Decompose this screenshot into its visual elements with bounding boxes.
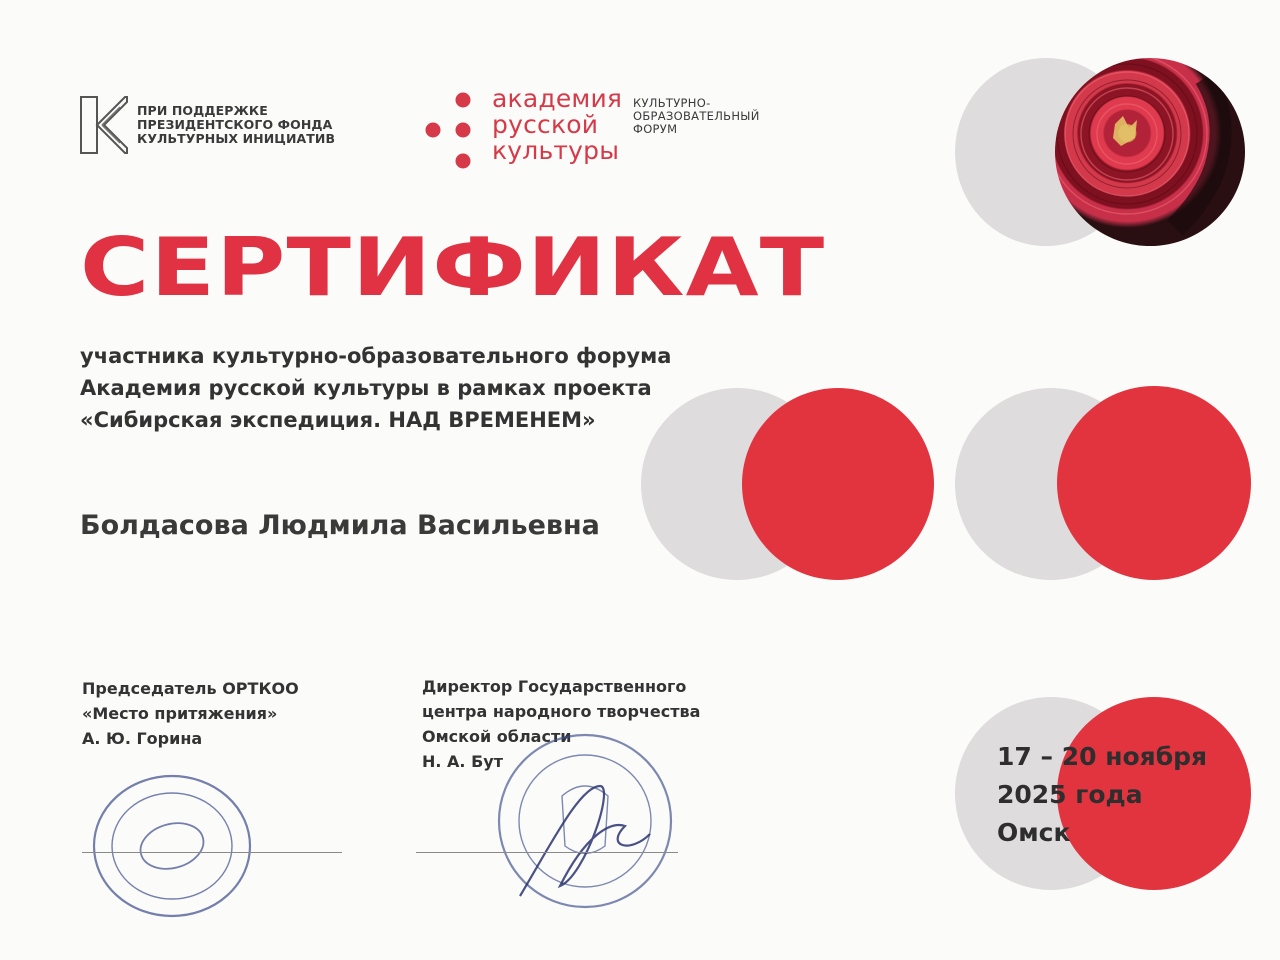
signatory-2-line: центра народного творчества [422, 702, 701, 721]
signature-line-1 [82, 852, 342, 853]
signatory-1-line: «Место притяжения» [82, 704, 278, 723]
academy-subtitle-line: ФОРУМ [633, 122, 678, 136]
event-city: Омск [997, 818, 1071, 847]
description-line: участника культурно-образовательного форума [80, 344, 672, 368]
signatory-2-line: Н. А. Бут [422, 752, 503, 771]
pfki-caption-line: КУЛЬТУРНЫХ ИНИЦИАТИВ [137, 131, 336, 146]
event-year: 2025 года [997, 780, 1143, 809]
academy-subtitle [633, 97, 760, 136]
embroidery-texture-icon [1055, 58, 1245, 246]
stamp-2-icon [490, 726, 690, 916]
pfki-logo-icon [80, 96, 128, 154]
academy-name-line: культуры [492, 136, 620, 165]
pfki-caption-line: ПРЕЗИДЕНТСКОГО ФОНДА [137, 117, 333, 132]
academy-dots-icon [424, 90, 486, 172]
event-date-place [997, 738, 1207, 852]
decor-circle-red-mid-right [1057, 386, 1251, 580]
stamp-1-icon [88, 770, 256, 920]
academy-name [492, 86, 622, 164]
pfki-caption-line: ПРИ ПОДДЕРЖКЕ [137, 103, 268, 118]
certificate-title: СЕРТИФИКАТ [80, 221, 826, 314]
academy-name-line: русской [492, 110, 599, 139]
signatory-1-line: А. Ю. Горина [82, 729, 203, 748]
signatory-1 [82, 676, 299, 751]
academy-subtitle-line: КУЛЬТУРНО- [633, 96, 711, 110]
description-line: Академия русской культуры в рамках проекта [80, 376, 652, 400]
signatory-2-line: Омской области [422, 727, 572, 746]
academy-name-line: академия [492, 84, 623, 113]
academy-subtitle-line: ОБРАЗОВАТЕЛЬНЫЙ [633, 109, 760, 123]
embroidery-image [1055, 58, 1245, 246]
signatory-2-line: Директор Государственного [422, 677, 687, 696]
signature-line-2 [416, 852, 678, 853]
pfki-caption [137, 104, 335, 146]
signatory-1-line: Председатель ОРТКОО [82, 679, 299, 698]
decor-circle-red-mid-left [742, 388, 934, 580]
certificate-description [80, 340, 671, 436]
recipient-name: Болдасова Людмила Васильевна [80, 510, 600, 541]
description-line: «Сибирская экспедиция. НАД ВРЕМЕНЕМ» [80, 408, 596, 432]
event-dates: 17 – 20 ноября [997, 742, 1208, 771]
